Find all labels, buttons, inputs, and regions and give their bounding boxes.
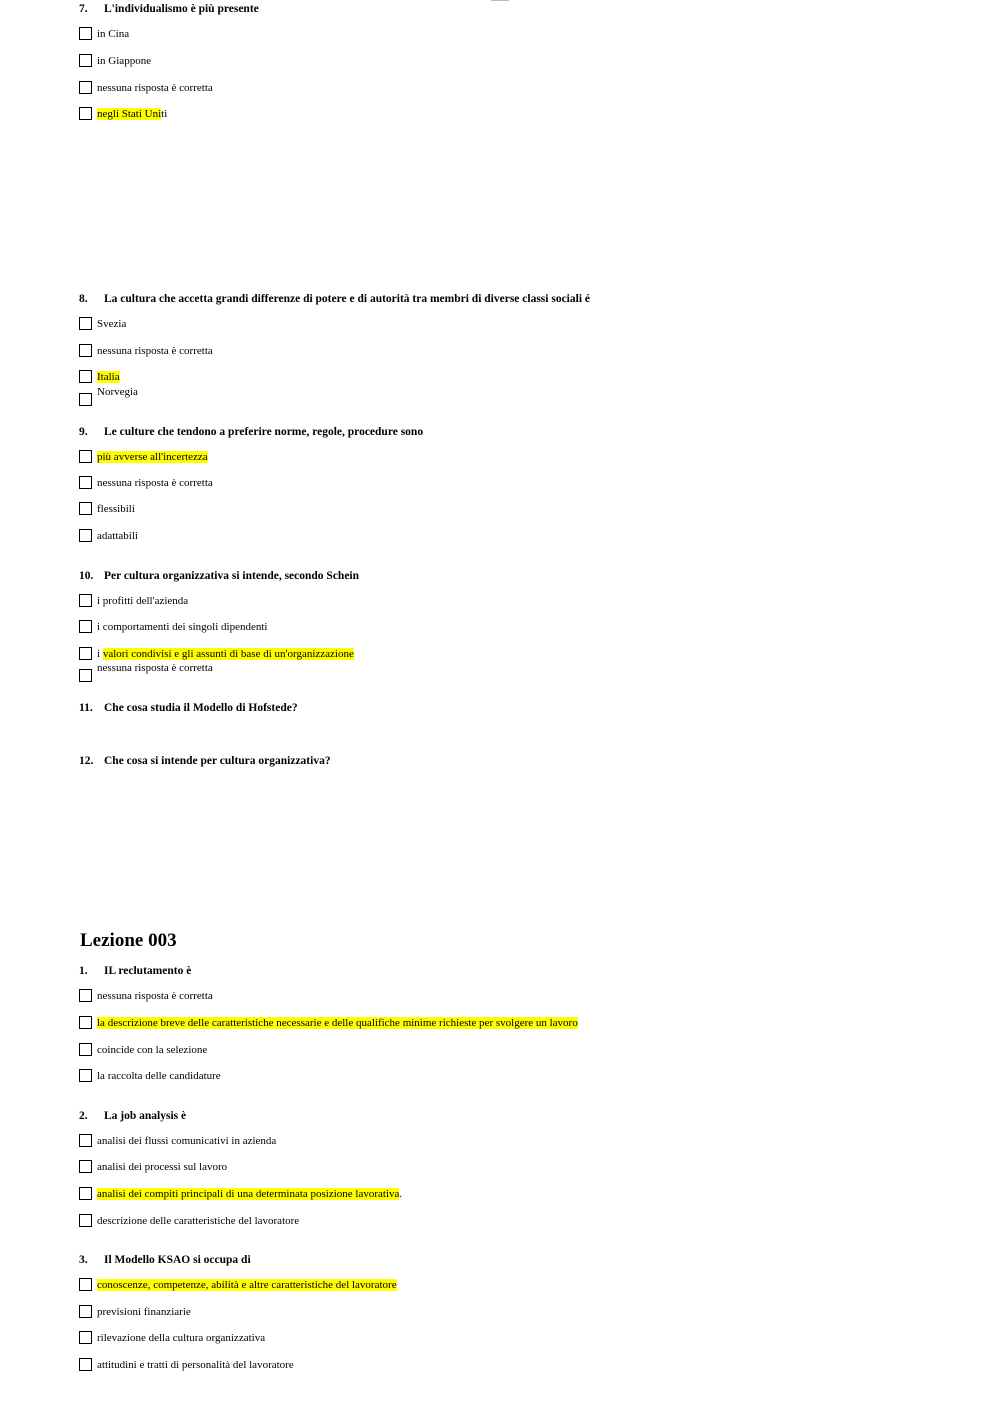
checkbox[interactable] — [79, 594, 92, 607]
checkbox[interactable] — [79, 1214, 92, 1227]
checkbox[interactable] — [79, 1016, 92, 1029]
checkbox[interactable] — [79, 1160, 92, 1173]
lesson-question-1: 1. IL reclutamento è — [79, 965, 192, 977]
checkbox[interactable] — [79, 476, 92, 489]
checkbox[interactable] — [79, 27, 92, 40]
question-7: 7. L'individualismo è più presente — [79, 3, 259, 15]
question-8: 8. La cultura che accetta grandi differenze di potere e di autorità tra membri di diverse classi sociali é — [79, 293, 590, 305]
question-11: 11. Che cosa studia il Modello di Hofstede? — [79, 702, 298, 714]
checkbox[interactable] — [79, 989, 92, 1002]
checkbox[interactable] — [79, 669, 92, 682]
question-9: 9. Le culture che tendono a preferire norme, regole, procedure sono — [79, 426, 424, 438]
checkbox[interactable] — [79, 1305, 92, 1318]
checkbox[interactable] — [79, 450, 92, 463]
question-10: 10. Per cultura organizzativa si intende, secondo Schein — [79, 570, 360, 582]
lesson-title: Lezione 003 — [80, 930, 177, 951]
checkbox[interactable] — [79, 1358, 92, 1371]
checkbox[interactable] — [79, 370, 92, 383]
checkbox[interactable] — [79, 647, 92, 660]
checkbox[interactable] — [79, 54, 92, 67]
checkbox[interactable] — [79, 81, 92, 94]
page-top-mark — [491, 0, 509, 3]
checkbox[interactable] — [79, 393, 92, 406]
lesson-question-3: 3. Il Modello KSAO si occupa di — [79, 1254, 251, 1266]
checkbox[interactable] — [79, 529, 92, 542]
checkbox[interactable] — [79, 502, 92, 515]
checkbox[interactable] — [79, 1187, 92, 1200]
checkbox[interactable] — [79, 317, 92, 330]
question-12: 12. Che cosa si intende per cultura organizzativa? — [79, 755, 331, 767]
checkbox[interactable] — [79, 1043, 92, 1056]
checkbox[interactable] — [79, 1331, 92, 1344]
lesson-question-2: 2. La job analysis è — [79, 1110, 187, 1122]
checkbox[interactable] — [79, 1069, 92, 1082]
checkbox[interactable] — [79, 107, 92, 120]
checkbox[interactable] — [79, 1134, 92, 1147]
checkbox[interactable] — [79, 1278, 92, 1291]
checkbox[interactable] — [79, 344, 92, 357]
checkbox[interactable] — [79, 620, 92, 633]
